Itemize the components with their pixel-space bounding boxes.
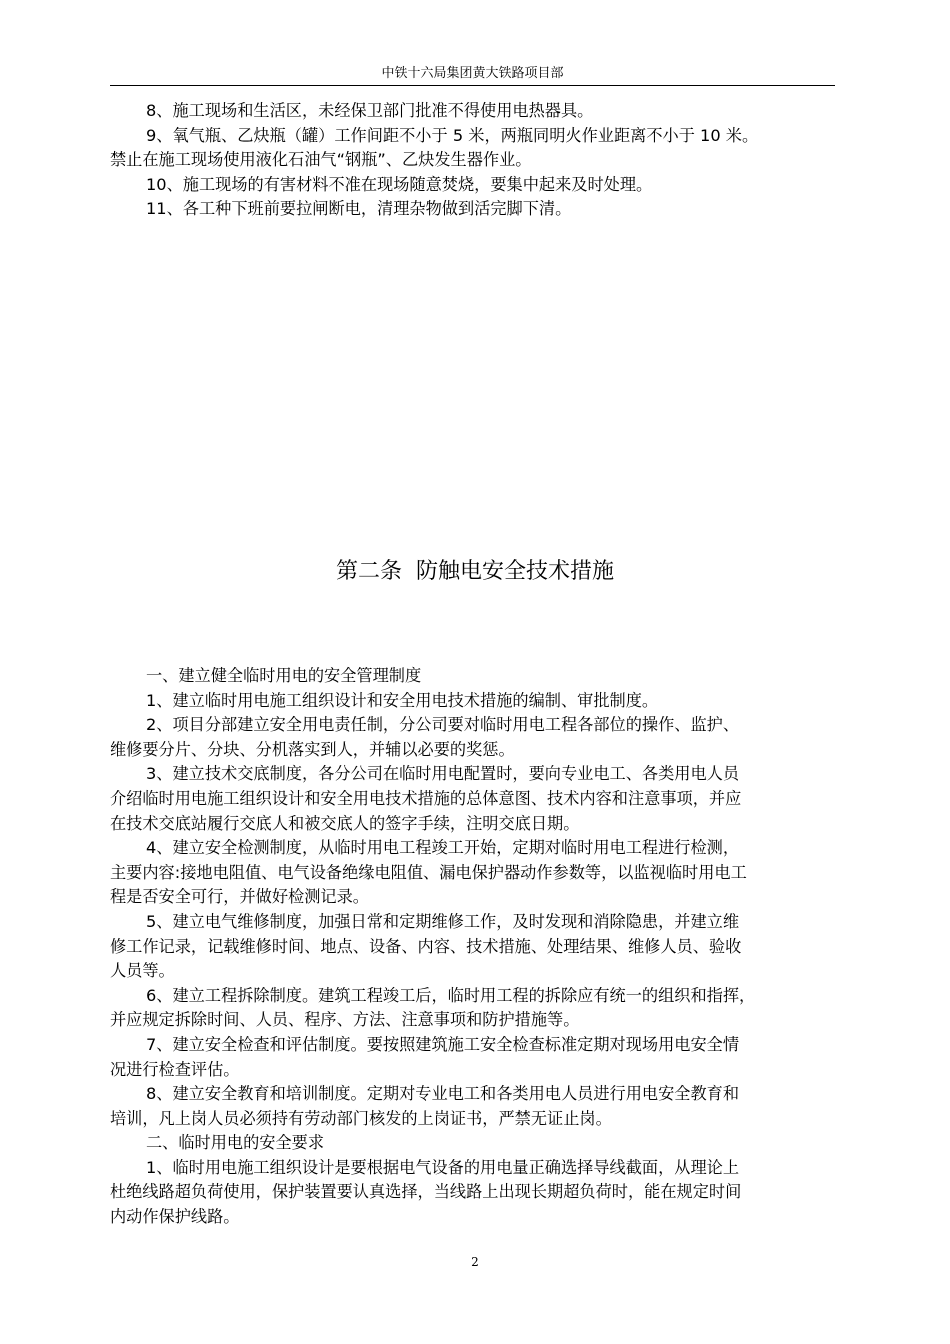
paragraph-line: 内动作保护线路。 (110, 1207, 240, 1227)
paragraph-line: 9、氧气瓶、乙炔瓶（罐）工作间距不小于 5 米，两瓶同明火作业距离不小于 10 米。 (146, 125, 759, 145)
paragraph-line: 禁止在施工现场使用液化石油气“钢瓶”、乙炔发生器作业。 (110, 150, 532, 169)
paragraph-line: 4、建立安全检测制度，从临时用电工程竣工开始，定期对临时用电工程进行检测， (146, 838, 740, 858)
running-header: 中铁十六局集团黄大铁路项目部 (110, 64, 835, 86)
page-number: 2 (471, 1255, 479, 1269)
section-body (110, 664, 882, 1230)
paragraph-line: 培训，凡上岗人员必须持有劳动部门核发的上岗证书，严禁无证止岗。 (110, 1108, 612, 1128)
subheading: 二、临时用电的安全要求 (146, 1133, 325, 1153)
subheading: 一、建立健全临时用电的安全管理制度 (146, 666, 422, 685)
paragraph-line: 3、建立技术交底制度，各分公司在临时用电配置时，要向专业电工、各类用电人员 (146, 764, 740, 784)
paragraph-line: 杜绝线路超负荷使用，保护装置要认真选择，当线路上出现长期超负荷时，能在规定时间 (110, 1182, 742, 1202)
paragraph-line: 在技术交底站履行交底人和被交底人的签字手续，注明交底日期。 (110, 813, 580, 833)
paragraph-line: 1、临时用电施工组织设计是要根据电气设备的用电量正确选择导线截面，从理论上 (146, 1157, 740, 1177)
paragraph-line: 8、施工现场和生活区，未经保卫部门批准不得使用电热器具。 (146, 101, 594, 120)
paragraph-line: 7、建立安全检查和评估制度。要按照建筑施工安全检查标准定期对现场用电安全情 (146, 1034, 740, 1054)
paragraph-line: 介绍临时用电施工组织设计和安全用电技术措施的总体意图、技术内容和注意事项，并应 (110, 788, 742, 808)
paragraph-line: 人员等。 (110, 961, 175, 981)
paragraph-line: 1、建立临时用电施工组织设计和安全用电技术措施的编制、审批制度。 (146, 690, 659, 710)
paragraph-line: 况进行检查评估。 (110, 1059, 240, 1079)
section-title: 防触电安全技术措施 (416, 559, 615, 584)
paragraph-line: 10、施工现场的有害材料不准在现场随意焚烧，要集中起来及时处理。 (146, 174, 653, 194)
paragraph-line: 11、各工种下班前要拉闸断电，清理杂物做到活完脚下清。 (146, 199, 572, 218)
paragraph-line: 并应规定拆除时间、人员、程序、方法、注意事项和防护措施等。 (110, 1010, 580, 1030)
paragraph-line: 8、建立安全教育和培训制度。定期对专业电工和各类用电人员进行用电安全教育和 (146, 1084, 740, 1104)
paragraph-line: 修工作记录，记载维修时间、地点、设备、内容、技术措施、处理结果、维修人员、验收 (110, 936, 742, 956)
paragraph-line: 程是否安全可行，并做好检测记录。 (110, 887, 369, 907)
section-number: 第二条 (335, 559, 402, 584)
safety-rules-list (110, 99, 870, 222)
paragraph-line: 维修要分片、分块、分机落实到人，并辅以必要的奖惩。 (110, 739, 515, 759)
paragraph-line: 5、建立电气维修制度，加强日常和定期维修工作，及时发现和消除隐患，并建立维 (146, 911, 740, 931)
paragraph-line: 主要内容:接地电阻值、电气设备绝缘电阻值、漏电保护器动作参数等，以监视临时用电工 (110, 862, 747, 882)
section-heading (0, 557, 950, 587)
paragraph-line: 6、建立工程拆除制度。建筑工程竣工后，临时用工程的拆除应有统一的组织和指挥， (146, 985, 756, 1005)
paragraph-line: 2、项目分部建立安全用电责任制，分公司要对临时用电工程各部位的操作、监护、 (146, 715, 740, 735)
